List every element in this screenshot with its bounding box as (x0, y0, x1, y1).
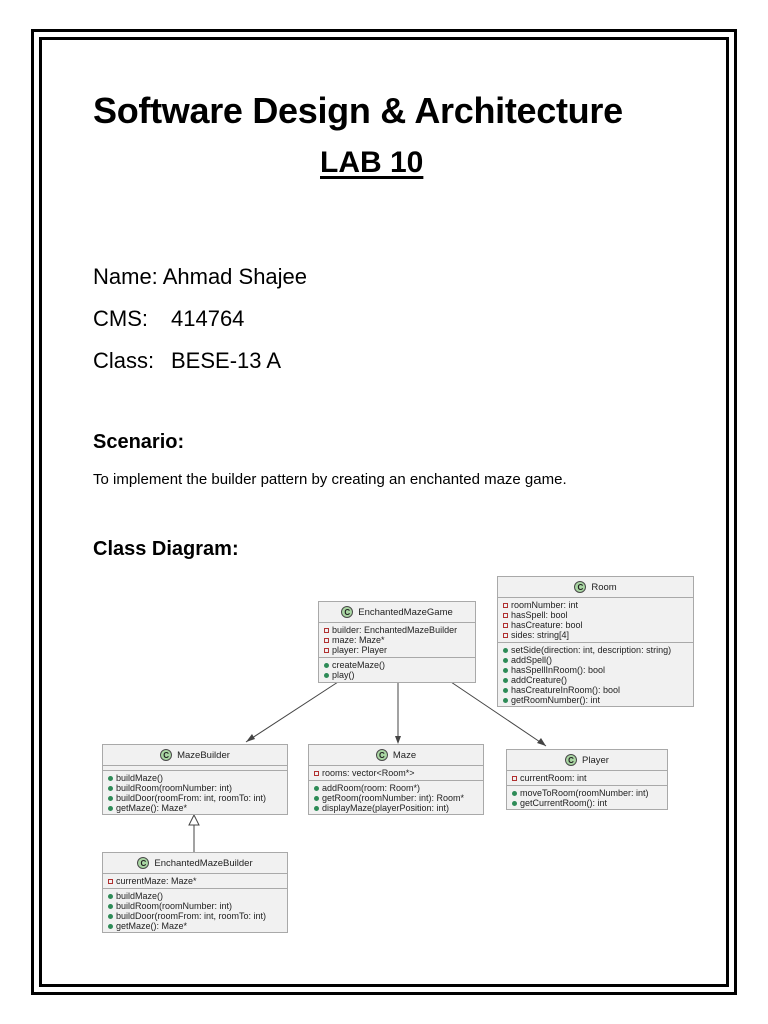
operation-row (314, 783, 478, 793)
class-icon: C (574, 581, 586, 593)
private-attribute-icon (108, 879, 113, 884)
public-operation-icon (503, 658, 508, 663)
class-icon: C (341, 606, 353, 618)
operation-text: buildDoor(roomFrom: int, roomTo: int) (116, 793, 267, 803)
class-maze-attributes (309, 766, 483, 781)
class-room-operations (498, 643, 693, 707)
operation-text: getRoom(roomNumber: int): Room* (322, 793, 465, 803)
name-value: Ahmad Shajee (162, 264, 308, 289)
lab-number: LAB 10 (320, 146, 424, 179)
operation-text: buildRoom(roomNumber: int) (116, 901, 233, 911)
private-attribute-icon (503, 613, 508, 618)
private-attribute-icon (503, 603, 508, 608)
class-icon: C (565, 754, 577, 766)
class-icon: C (160, 749, 172, 761)
cms-label: CMS: (93, 306, 148, 331)
attribute-row (324, 645, 470, 655)
operation-row (108, 803, 282, 813)
game-to-maze-arrowhead (395, 736, 401, 744)
operation-row (108, 911, 282, 921)
public-operation-icon (108, 894, 113, 899)
inheritance-arrowhead (189, 815, 199, 825)
operation-text: hasSpellInRoom(): bool (511, 665, 606, 675)
class-player-operations (507, 786, 667, 810)
private-attribute-icon (324, 638, 329, 643)
attribute-row (503, 600, 688, 610)
operation-text: getCurrentRoom(): int (520, 798, 608, 808)
operation-row (503, 695, 688, 705)
game-to-mazebuilder-arrowhead (246, 734, 255, 742)
operation-row (503, 665, 688, 675)
operation-row (314, 803, 478, 813)
operation-text: getMaze(): Maze* (116, 803, 188, 813)
operation-row (324, 670, 470, 680)
class-room-attributes (498, 598, 693, 643)
attribute-text: hasCreature: bool (511, 620, 583, 630)
operation-text: addCreature() (511, 675, 568, 685)
class-player-attributes (507, 771, 667, 786)
operation-text: setSide(direction: int, description: string) (511, 645, 672, 655)
class-maze (308, 744, 484, 815)
class-diagram (96, 570, 706, 940)
operation-text: buildMaze() (116, 773, 164, 783)
class-enchantedbuilder-header (103, 853, 287, 874)
class-maze-operations (309, 781, 483, 815)
name-line (93, 264, 307, 290)
operation-text: addSpell() (511, 655, 553, 665)
attribute-row (108, 876, 282, 886)
operation-text: hasCreatureInRoom(): bool (511, 685, 621, 695)
attribute-row (503, 620, 688, 630)
public-operation-icon (314, 796, 319, 801)
attribute-text: builder: EnchantedMazeBuilder (332, 625, 458, 635)
operation-row (108, 793, 282, 803)
private-attribute-icon (503, 633, 508, 638)
class-enchantedbuilder-name: EnchantedMazeBuilder (154, 857, 253, 869)
public-operation-icon (108, 796, 113, 801)
operation-row (324, 660, 470, 670)
attribute-row (324, 635, 470, 645)
operation-text: buildDoor(roomFrom: int, roomTo: int) (116, 911, 267, 921)
class-line (93, 348, 281, 374)
public-operation-icon (108, 914, 113, 919)
operation-row (503, 655, 688, 665)
attribute-row (503, 610, 688, 620)
public-operation-icon (324, 663, 329, 668)
operation-row (503, 645, 688, 655)
public-operation-icon (512, 801, 517, 806)
class-room (497, 576, 694, 707)
scenario-text: To implement the builder pattern by creating an enchanted maze game. (93, 471, 567, 488)
attribute-row (314, 768, 478, 778)
class-mazebuilder-operations (103, 771, 287, 815)
private-attribute-icon (324, 628, 329, 633)
operation-text: getRoomNumber(): int (511, 695, 601, 705)
class-game-operations (319, 658, 475, 682)
class-maze-builder (102, 744, 288, 815)
operation-text: moveToRoom(roomNumber: int) (520, 788, 649, 798)
class-player-name: Player (582, 754, 609, 766)
class-enchantedbuilder-attributes (103, 874, 287, 889)
public-operation-icon (503, 648, 508, 653)
diagram-heading: Class Diagram: (93, 538, 239, 560)
operation-text: createMaze() (332, 660, 386, 670)
attribute-text: player: Player (332, 645, 388, 655)
class-game-name: EnchantedMazeGame (358, 606, 453, 618)
public-operation-icon (503, 698, 508, 703)
attribute-row (503, 630, 688, 640)
class-room-name: Room (591, 581, 617, 593)
attribute-row (324, 625, 470, 635)
class-icon: C (376, 749, 388, 761)
operation-row (503, 685, 688, 695)
class-value: BESE-13 A (171, 348, 282, 373)
public-operation-icon (503, 688, 508, 693)
private-attribute-icon (324, 648, 329, 653)
public-operation-icon (503, 668, 508, 673)
private-attribute-icon (503, 623, 508, 628)
class-room-header (498, 577, 693, 598)
name-label: Name: (93, 264, 158, 289)
public-operation-icon (108, 904, 113, 909)
attribute-text: hasSpell: bool (511, 610, 568, 620)
class-enchantedbuilder-operations (103, 889, 287, 933)
operation-row (108, 783, 282, 793)
attribute-text: currentMaze: Maze* (116, 876, 197, 886)
private-attribute-icon (512, 776, 517, 781)
game-to-mazebuilder-line (246, 682, 338, 742)
operation-row (503, 675, 688, 685)
attribute-text: currentRoom: int (520, 773, 587, 783)
class-icon: C (137, 857, 149, 869)
public-operation-icon (314, 806, 319, 811)
private-attribute-icon (314, 771, 319, 776)
class-maze-header (309, 745, 483, 766)
attribute-text: sides: string[4] (511, 630, 570, 640)
operation-row (108, 773, 282, 783)
class-maze-name: Maze (392, 749, 417, 761)
public-operation-icon (108, 786, 113, 791)
operation-row (108, 901, 282, 911)
attribute-row (512, 773, 662, 783)
game-to-player-arrowhead (537, 738, 546, 746)
attribute-text: maze: Maze* (332, 635, 385, 645)
class-label: Class: (93, 348, 155, 373)
attribute-text: rooms: vector<Room*> (322, 768, 415, 778)
scenario-heading: Scenario: (93, 431, 185, 453)
class-player-header (507, 750, 667, 771)
operation-text: addRoom(room: Room*) (322, 783, 421, 793)
cms-line (93, 306, 244, 332)
attribute-text: roomNumber: int (511, 600, 579, 610)
public-operation-icon (108, 776, 113, 781)
operation-row (314, 793, 478, 803)
public-operation-icon (108, 924, 113, 929)
operation-text: buildRoom(roomNumber: int) (116, 783, 233, 793)
public-operation-icon (503, 678, 508, 683)
public-operation-icon (108, 806, 113, 811)
operation-row (108, 921, 282, 931)
operation-text: buildMaze() (116, 891, 164, 901)
operation-row (108, 891, 282, 901)
operation-text: play() (332, 670, 355, 680)
operation-text: displayMaze(playerPosition: int) (322, 803, 450, 813)
operation-row (512, 788, 662, 798)
public-operation-icon (314, 786, 319, 791)
cms-value: 414764 (171, 306, 245, 331)
operation-row (512, 798, 662, 808)
class-game-attributes (319, 623, 475, 658)
class-player (506, 749, 668, 810)
class-enchanted-maze-builder (102, 852, 288, 933)
class-enchanted-maze-game (318, 601, 476, 683)
class-game-header (319, 602, 475, 623)
operation-text: getMaze(): Maze* (116, 921, 188, 931)
class-mazebuilder-header (103, 745, 287, 766)
document-title: Software Design & Architecture (93, 90, 623, 131)
public-operation-icon (512, 791, 517, 796)
public-operation-icon (324, 673, 329, 678)
class-mazebuilder-name: MazeBuilder (177, 749, 230, 761)
